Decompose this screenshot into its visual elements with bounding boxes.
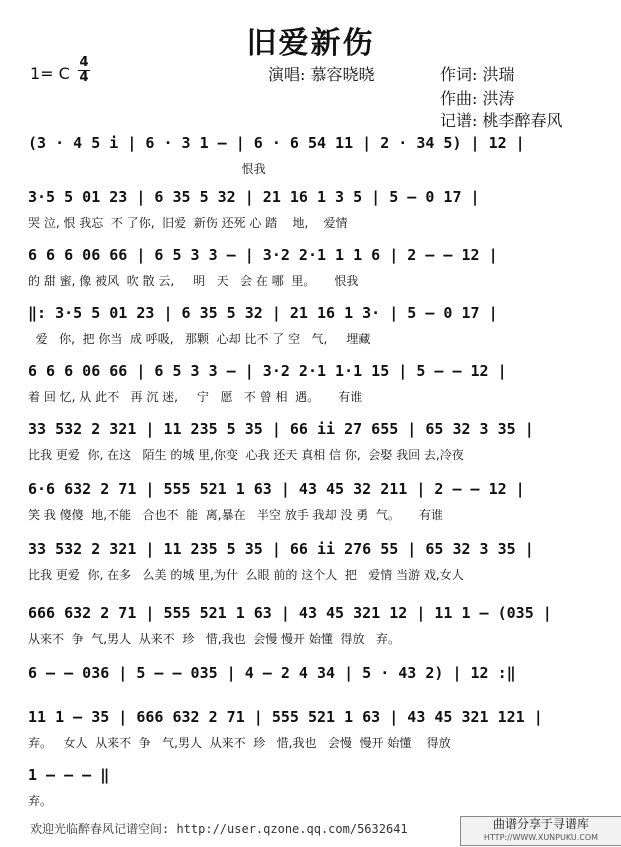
lyrics-line-9: 从来不 争 气,男人 从来不 珍 惜,我也 会慢 慢开 始懂 得放 弃。 (28, 632, 400, 646)
lyrics-line-11: 弃。 女人 从来不 争 气,男人 从来不 珍 惜,我也 会慢 慢开 始懂 得放 (28, 736, 451, 750)
notes-line-7: 6·6 632 2 71 | 555 521 1 63 | 43 45 32 211 | 2 – – 12 | (28, 480, 525, 498)
score-line-9 (28, 604, 594, 650)
score-line-11 (28, 708, 594, 754)
composer-credit: 作曲: 洪涛 (440, 89, 515, 108)
stamp-sub-text: HTTP://WWW.XUNPUKU.COM (483, 833, 599, 842)
lyricist-credit: 作词: 洪瑞 (440, 65, 515, 84)
lyrics-line-8: 比我 更爱 你, 在多 么美 的城 里,为什 么眼 前的 这个人 把 爱情 当游 戏,女人 (28, 568, 464, 582)
notes-line-3: 6 6 6 06 66 | 6 5 3 3 – | 3·2 2·1 1 1 6 | 2 – – 12 | (28, 246, 498, 264)
notes-line-11: 11 1 – 35 | 666 632 2 71 | 555 521 1 63 | 43 45 321 121 | (28, 708, 543, 726)
score-line-6 (28, 420, 594, 466)
footer-link-text: 欢迎光临醉春风记谱空间: http://user.qzone.qq.com/5632641 (30, 822, 408, 836)
notes-line-6: 33 532 2 321 | 11 235 5 35 | 66 ii 27 655 | 65 32 3 35 | (28, 420, 534, 438)
notes-line-10: 6 – – 036 | 5 – – 035 | 4 – 2 4 34 | 5 · 43 2) | 12 :‖ (28, 664, 516, 682)
meter-top: 4 (79, 55, 89, 70)
score-line-10 (28, 664, 594, 710)
key-signature: 1= C (30, 64, 70, 83)
notes-line-9: 666 632 2 71 | 555 521 1 63 | 43 45 321 12 | 11 1 – (035 | (28, 604, 552, 622)
score-line-1 (28, 134, 594, 180)
score-line-4 (28, 304, 594, 350)
transcriber-credit: 记谱: 桃李醉春风 (440, 111, 563, 130)
singer-credit: 演唱: 慕容晓晓 (268, 65, 375, 84)
notes-line-5: 6 6 6 06 66 | 6 5 3 3 – | 3·2 2·1 1·1 15 | 5 – – 12 | (28, 362, 507, 380)
score-line-5 (28, 362, 594, 408)
notes-line-4: ‖: 3·5 5 01 23 | 6 35 5 32 | 21 16 1 3· | 5 – 0 17 | (28, 304, 498, 322)
lyrics-line-7: 笑 我 傻傻 地,不能 合也不 能 离,暴在 半空 放手 我却 没 勇 气。 有谁 (28, 508, 443, 522)
notes-line-12: 1 – – – ‖ (28, 766, 110, 784)
lyrics-line-6: 比我 更爱 你, 在这 陌生 的城 里,你变 心我 还天 真相 信 你, 会娶 我回 去,冷夜 (28, 448, 464, 462)
lyrics-line-12: 弃。 (28, 794, 53, 808)
lyrics-line-4: 爱 你, 把 你当 成 呼吸, 那颗 心却 比不 了 空 气, 埋藏 (28, 332, 371, 346)
lyrics-line-5: 着 回 忆, 从 此不 再 沉 迷, 宁 愿 不 曾 相 遇。 有谁 (28, 390, 363, 404)
notes-line-2: 3·5 5 01 23 | 6 35 5 32 | 21 16 1 3 5 | 5 – 0 17 | (28, 188, 480, 206)
meter-bottom: 4 (79, 70, 89, 85)
watermark-stamp (460, 816, 621, 846)
stamp-main-text: 曲谱分享于寻谱库 (492, 817, 589, 831)
score-line-8 (28, 540, 594, 586)
lyrics-line-2: 哭 泣, 恨 我忘 不 了你, 旧爱 新伤 还死 心 踏 地, 爱情 (28, 216, 348, 230)
notes-line-1: (3 · 4 5 i | 6 · 3 1 – | 6 · 6 54 11 | 2 · 34 5) | 12 | (28, 134, 525, 152)
score-line-12 (28, 766, 594, 812)
lyrics-line-1: 恨我 (28, 162, 266, 176)
score-line-3 (28, 246, 594, 292)
song-title: 旧爱新伤 (246, 26, 375, 61)
time-signature (78, 56, 90, 85)
lyrics-line-3: 的 甜 蜜, 像 被风 吹 散 云, 明 天 会 在 哪 里。 恨我 (28, 274, 359, 288)
score-line-7 (28, 480, 594, 526)
score-line-2 (28, 188, 594, 234)
notes-line-8: 33 532 2 321 | 11 235 5 35 | 66 ii 276 55 | 65 32 3 35 | (28, 540, 534, 558)
